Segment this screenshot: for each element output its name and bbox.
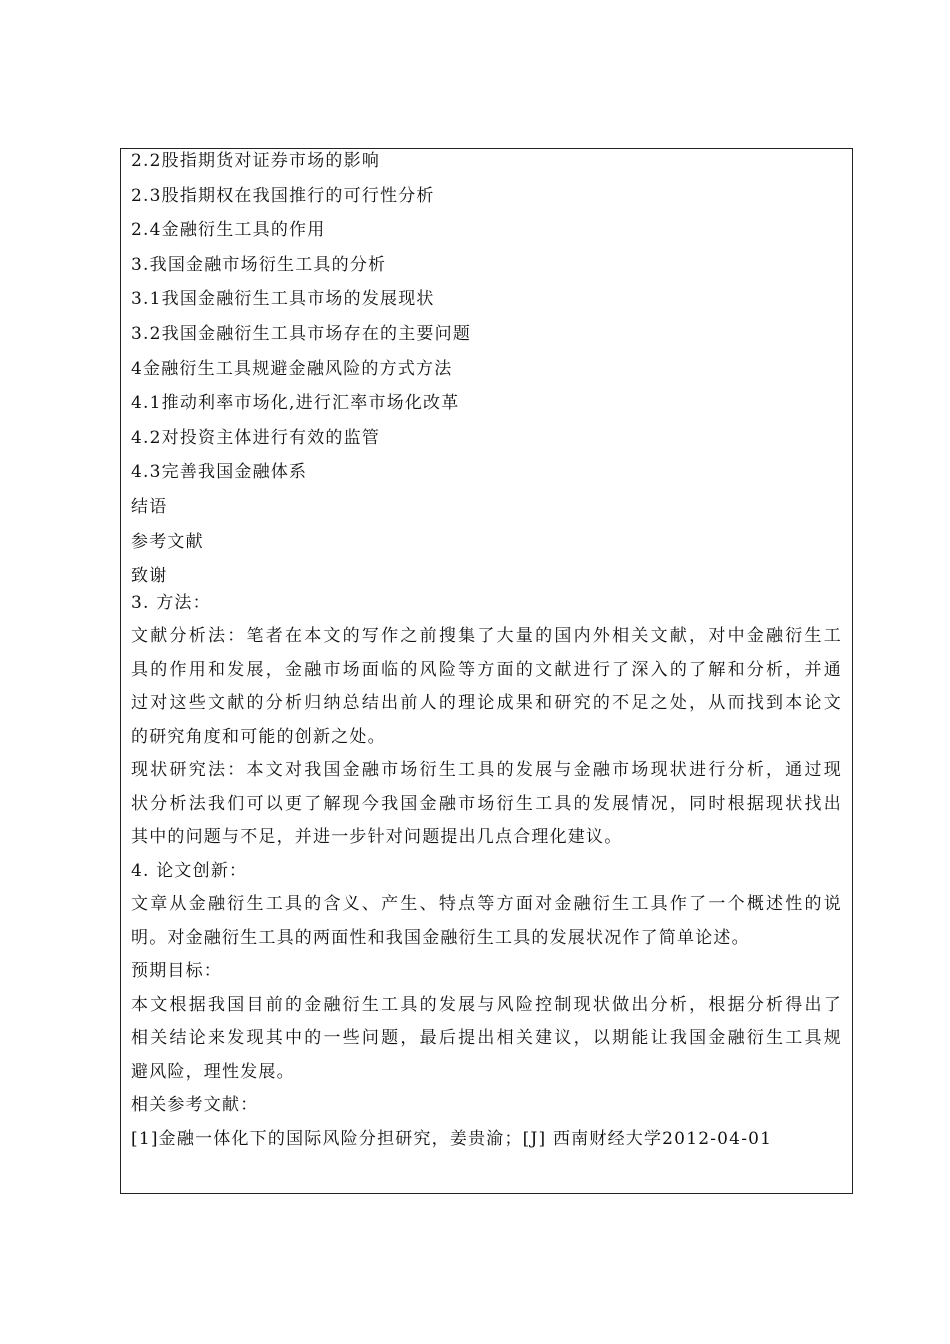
references-heading: 相关参考文献：: [131, 1095, 259, 1116]
thesis-outline: [131, 149, 842, 599]
outline-item: 2.3股指期权在我国推行的可行性分析: [131, 185, 435, 206]
outline-item: 参考文献: [131, 531, 204, 552]
methods-heading: 3. 方法：: [131, 592, 211, 613]
paragraph-line: 文章从金融衍生工具的含义、产生、特点等方面对金融衍生工具作了一个概述性的说: [131, 894, 842, 915]
outline-item: 3.我国金融市场衍生工具的分析: [131, 254, 387, 275]
outline-item: 结语: [131, 496, 168, 517]
outline-item: 4.1推动利率市场化,进行汇率市场化改革: [131, 393, 460, 414]
paragraph-line: 的研究角度和可能的创新之处。: [131, 726, 386, 747]
goals-heading: 预期目标：: [131, 961, 222, 982]
paragraph-line: 现状研究法：本文对我国金融市场衍生工具的发展与金融市场现状进行分析，通过现: [131, 760, 842, 781]
proposal-body: [131, 589, 842, 1159]
outline-item: 4.3完善我国金融体系: [131, 462, 308, 483]
outline-item: 4.2对投资主体进行有效的监管: [131, 427, 381, 448]
outline-item: 4金融衍生工具规避金融风险的方式方法: [131, 358, 453, 379]
paragraph-line: 过对这些文献的分析归纳总结出前人的理论成果和研究的不足之处，从而找到本论文: [131, 693, 842, 714]
outline-item: 2.4金融衍生工具的作用: [131, 220, 326, 241]
reference-item: [1]金融一体化下的国际风险分担研究，姜贵渝；[J] 西南财经大学2012-04-01: [131, 1128, 773, 1149]
outline-item: 致谢: [131, 566, 168, 587]
paragraph-line: 相关结论来发现其中的一些问题，最后提出相关建议，以期能让我国金融衍生工具规: [131, 1028, 842, 1049]
paragraph-line: 状分析法我们可以更了解现今我国金融市场衍生工具的发展情况，同时根据现状找出: [131, 793, 842, 814]
paragraph-line: 具的作用和发展，金融市场面临的风险等方面的文献进行了深入的了解和分析，并通: [131, 659, 842, 680]
outline-item: 3.1我国金融衍生工具市场的发展现状: [131, 289, 435, 310]
paragraph-line: 避风险，理性发展。: [131, 1061, 295, 1082]
cell-content: [131, 149, 842, 1158]
paragraph-line: 其中的问题与不足，并进一步针对问题提出几点合理化建议。: [131, 827, 623, 848]
outline-item: 3.2我国金融衍生工具市场存在的主要问题: [131, 323, 472, 344]
innovation-paragraph: [131, 890, 842, 957]
paragraph-line: 明。对金融衍生工具的两面性和我国金融衍生工具的发展状况作了简单论述。: [131, 927, 750, 948]
goals-paragraph: [131, 991, 842, 1092]
literature-method-paragraph: [131, 622, 842, 756]
innovation-heading: 4. 论文创新：: [131, 860, 248, 881]
table-cell-frame: [120, 148, 853, 1194]
status-method-paragraph: [131, 756, 842, 857]
paragraph-line: 文献分析法：笔者在本文的写作之前搜集了大量的国内外相关文献，对中金融衍生工: [131, 626, 842, 647]
outline-item: 2.2股指期货对证券市场的影响: [131, 151, 381, 171]
paragraph-line: 本文根据我国目前的金融衍生工具的发展与风险控制现状做出分析，根据分析得出了: [131, 994, 842, 1015]
